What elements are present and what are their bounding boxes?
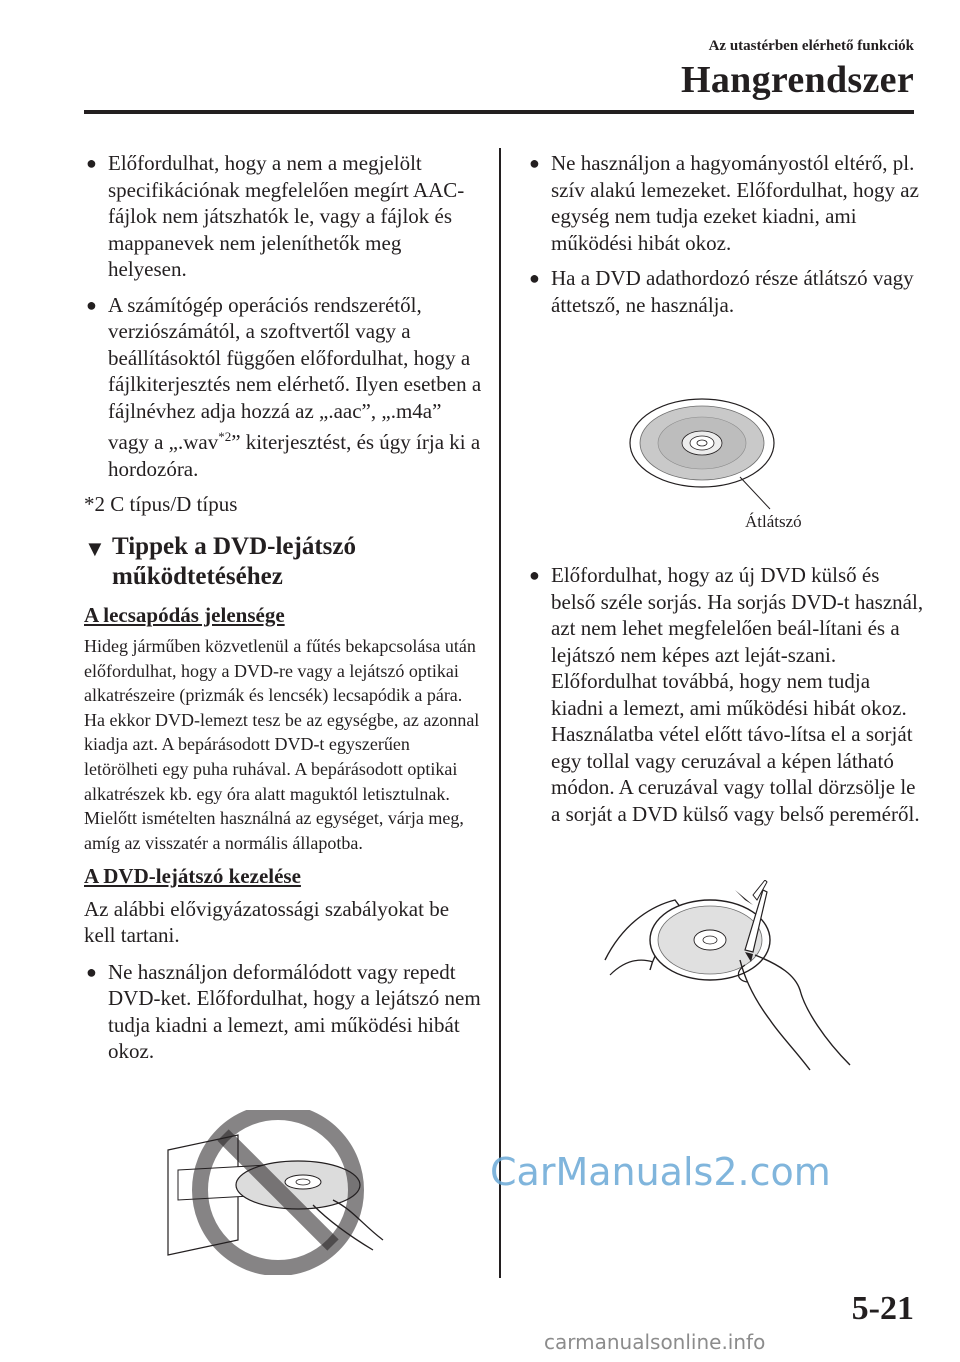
- right-column: [527, 150, 927, 327]
- watermark-footer: carmanualsonline.info: [544, 1330, 766, 1354]
- column-divider: [499, 148, 501, 1278]
- list-item: [527, 562, 927, 827]
- page-number: 5-21: [851, 1290, 914, 1327]
- header-rule: [84, 110, 914, 114]
- bullet-text-tail: ” kiterjesztést, és úgy írja ki a hordozóra.: [108, 430, 481, 481]
- list-item: [527, 265, 927, 318]
- right-column-lower: [527, 562, 927, 836]
- handling-intro: Az alábbi elővigyázatossági szabályokat be kell tartani.: [84, 896, 450, 948]
- bullet-icon: ●: [529, 153, 540, 173]
- header-subtitle: Az utastérben elérhető funkciók: [708, 38, 914, 54]
- burr-removal-illustration: [595, 880, 855, 1075]
- transparent-caption: Átlátszó: [745, 512, 802, 531]
- section-heading: [84, 532, 484, 592]
- footnote-ref: *2: [218, 429, 232, 444]
- bullet-icon: ●: [86, 961, 97, 982]
- subheading-handling: A DVD-lejátszó kezelése: [84, 864, 301, 889]
- bullet-text: Előfordulhat, hogy a nem a megjelölt specifikációnak megfelelően megírt AAC-fájlok nem játszhatók le, vagy a fájlok és mappanevek nem jeleníthetők meg helyesen.: [108, 151, 465, 281]
- bullet-icon: ●: [86, 294, 97, 315]
- section-heading-text: Tippek a DVD-lejátszó működtetéséhez: [112, 532, 356, 590]
- list-item: [84, 959, 484, 1065]
- watermark: CarManuals2.com: [490, 1150, 831, 1194]
- page-title: Hangrendszer: [681, 59, 914, 101]
- no-deformed-disc-illustration: [158, 1110, 398, 1275]
- bullet-icon: ●: [86, 153, 97, 173]
- list-item: [527, 150, 927, 256]
- bullet-text: Előfordulhat, hogy az új DVD külső és belső széle sorjás. Ha sorjás DVD-t használ, azt nem lehet megfelelően beál-lítani és a lejátszó nem képes azt leját-szani. Előfordulhat továbbá, hogy nem tudja kiadni a lemezt, ami működési hibát okoz. Használatba vétel előtt távo-lítsa el a sorját egy tollal vagy ceruzával a képen látható módon. A ceruzával vagy tollal dörzsölje le a sorját a DVD külső vagy belső pereméről.: [551, 563, 924, 826]
- bullet-text: Ne használjon deformálódott vagy repedt DVD-ket. Előfordulhat, hogy a lejátszó nem tudja kiadni a lemezt, ami működési hibát okoz.: [108, 959, 481, 1064]
- triangle-down-icon: ▼: [84, 535, 106, 561]
- bullet-text: A számítógép operációs rendszerétől, verziószámától, a szoftvertől vagy a beállításoktól függően előfordulhat, hogy a fájlkiterjesztés nem elérhető. Ilyen esetben a fájlnévhez adja hozzá az „.aac”, „.m4a” vagy a „.wav: [108, 292, 482, 454]
- list-item: [84, 150, 484, 283]
- left-column: [84, 150, 484, 1074]
- transparent-disc-illustration: [620, 385, 790, 515]
- bullet-icon: ●: [529, 268, 540, 288]
- list-item: [84, 292, 484, 483]
- bullet-text: Ne használjon a hagyományostól eltérő, pl. szív alakú lemezeket. Előfordulhat, hogy az egység nem tudja ezeket kiadni, ami működési hibát okoz.: [551, 151, 919, 255]
- footnote: *2 C típus/D típus: [84, 492, 238, 516]
- bullet-text: Ha a DVD adathordozó része átlátszó vagy áttetsző, ne használja.: [551, 266, 914, 317]
- condensation-text: Hideg járműben közvetlenül a fűtés bekapcsolása után előfordulhat, hogy a DVD-re vagy a lejátszó optikai alkatrészeire (prizmák és lencsék) lecsapódik a pára. Ha ekkor DVD-lemezt tesz be az egységbe, az azonnal kiadja azt. A bepárásodott DVD-t egyszerűen letörölheti egy puha ruhával. A bepárásodott optikai alkatrészek kb. egy óra alatt maguktól letisztulnak. Mielőtt ismételten használná az egységet, várja meg, amíg az visszatér a normális állapotba.: [84, 636, 480, 853]
- bullet-icon: ●: [529, 565, 540, 585]
- subheading-condensation: A lecsapódás jelensége: [84, 602, 285, 627]
